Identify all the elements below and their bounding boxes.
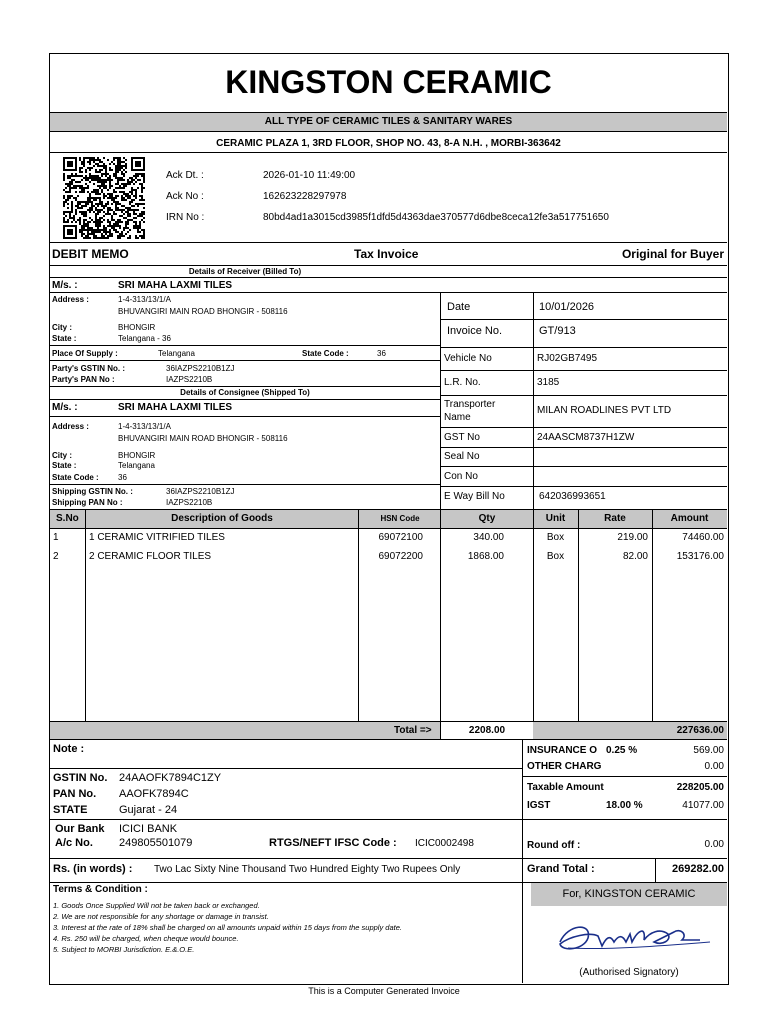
consignee-ms-label: M/s. : bbox=[52, 402, 78, 413]
cell-sno: 1 bbox=[53, 532, 59, 543]
th-rate: Rate bbox=[604, 513, 626, 524]
company-address: CERAMIC PLAZA 1, 3RD FLOOR, SHOP NO. 43, 8-A N.H. , MORBI-363642 bbox=[216, 138, 561, 149]
seal-label: Seal No bbox=[444, 451, 480, 462]
cell-unit: Box bbox=[546, 551, 565, 562]
seller-gstin-label: GSTIN No. bbox=[53, 772, 108, 784]
th-hsn: HSN Code bbox=[380, 514, 420, 523]
consignee-state: Telangana bbox=[118, 461, 155, 470]
receiver-city-label: City : bbox=[52, 323, 72, 332]
seller-pan: AAOFK7894C bbox=[119, 788, 189, 800]
total-label: Total => bbox=[394, 725, 432, 736]
cell-unit: Box bbox=[546, 532, 565, 543]
ack-no-label: Ack No : bbox=[166, 191, 204, 202]
insurance-value: 569.00 bbox=[693, 745, 724, 756]
ack-dt-value: 2026-01-10 11:49:00 bbox=[263, 170, 356, 181]
cell-hsn: 69072100 bbox=[378, 532, 423, 543]
cell-amount: 74460.00 bbox=[682, 532, 724, 543]
receiver-address2: BHUVANGIRI MAIN ROAD BHONGIR - 508116 bbox=[118, 307, 288, 316]
term-4: 4. Rs. 250 will be charged, when cheque would bounce. bbox=[53, 934, 239, 943]
consignee-address2: BHUVANGIRI MAIN ROAD BHONGIR - 508116 bbox=[118, 434, 288, 443]
seller-state-label: STATE bbox=[53, 804, 88, 816]
receiver-heading: Details of Receiver (Billed To) bbox=[188, 267, 302, 276]
company-tagline: ALL TYPE OF CERAMIC TILES & SANITARY WARES bbox=[264, 116, 513, 127]
th-amount: Amount bbox=[670, 513, 709, 524]
igst-pct: 18.00 % bbox=[606, 800, 643, 811]
receiver-state: Telangana - 36 bbox=[118, 334, 171, 343]
words-label: Rs. (in words) : bbox=[53, 863, 133, 875]
insurance-pct: 0.25 % bbox=[606, 745, 638, 756]
note-label: Note : bbox=[53, 743, 85, 755]
total-qty: 2208.00 bbox=[468, 725, 506, 736]
vehicle-label: Vehicle No bbox=[444, 353, 492, 364]
consignee-heading: Details of Consignee (Shipped To) bbox=[180, 388, 310, 397]
date-label: Date bbox=[447, 301, 471, 313]
receiver-gstin-label: Party's GSTIN No. : bbox=[52, 364, 126, 373]
pos-value: Telangana bbox=[158, 349, 195, 358]
receiver-address1: 1-4-313/13/1/A bbox=[118, 295, 171, 304]
lr-label: L.R. No. bbox=[444, 377, 481, 388]
doc-copy: Original for Buyer bbox=[621, 247, 724, 261]
cell-hsn: 69072200 bbox=[378, 551, 423, 562]
roundoff-value: 0.00 bbox=[704, 839, 724, 850]
company-name: KINGSTON CERAMIC bbox=[225, 64, 552, 100]
receiver-city: BHONGIR bbox=[118, 323, 156, 332]
irn-value: 80bd4ad1a3015cd3985f1dfd5d4363dae370577d6dbe8ceca12fe3a517751650 bbox=[263, 212, 609, 223]
transporter-label-2: Name bbox=[444, 412, 471, 423]
seller-state: Gujarat - 24 bbox=[119, 804, 178, 816]
doc-kind: Tax Invoice bbox=[354, 247, 419, 261]
cell-qty: 1868.00 bbox=[467, 551, 504, 562]
qr-code-icon bbox=[63, 157, 147, 239]
bank-label: Our Bank bbox=[55, 823, 105, 835]
consignee-state-code: 36 bbox=[118, 473, 127, 482]
ack-dt-label: Ack Dt. : bbox=[166, 170, 204, 181]
gst-label: GST No bbox=[444, 432, 480, 443]
cell-sno: 2 bbox=[53, 551, 59, 562]
seller-gstin: 24AAOFK7894C1ZY bbox=[119, 772, 222, 784]
taxable-value: 228205.00 bbox=[676, 782, 724, 793]
cell-desc: 1 CERAMIC VITRIFIED TILES bbox=[89, 532, 225, 543]
invoice-no-value: GT/913 bbox=[539, 325, 576, 337]
term-2: 2. We are not responsible for any shortage or damage in transist. bbox=[53, 912, 269, 921]
con-label: Con No bbox=[444, 471, 478, 482]
term-3: 3. Interest at the rate of 18% shall be charged on all amounts unpaid within 15 days from the supply date. bbox=[53, 923, 402, 932]
state-code-label: State Code : bbox=[302, 349, 349, 358]
taxable-label: Taxable Amount bbox=[527, 782, 604, 793]
term-1: 1. Goods Once Supplied Will not be taken back or exchanged. bbox=[53, 901, 260, 910]
ac-value: 249805501079 bbox=[119, 837, 193, 849]
insurance-label: INSURANCE O bbox=[527, 745, 598, 756]
shipping-pan: IAZPS2210B bbox=[166, 498, 213, 507]
th-sno: S.No bbox=[56, 513, 79, 524]
consignee-address-label: Address : bbox=[52, 422, 89, 431]
total-amount: 227636.00 bbox=[676, 725, 724, 736]
date-value: 10/01/2026 bbox=[539, 301, 595, 313]
eway-value: 642036993651 bbox=[539, 491, 606, 502]
receiver-pan-label: Party's PAN No : bbox=[52, 375, 115, 384]
consignee-state-label: State : bbox=[52, 461, 77, 470]
consignee-state-code-label: State Code : bbox=[52, 473, 99, 482]
transporter-label-1: Transporter bbox=[444, 399, 496, 410]
th-qty: Qty bbox=[478, 513, 496, 524]
other-label: OTHER CHARG bbox=[527, 761, 602, 772]
th-unit: Unit bbox=[545, 513, 566, 524]
receiver-ms-label: M/s. : bbox=[52, 280, 78, 291]
consignee-address1: 1-4-313/13/1/A bbox=[118, 422, 171, 431]
shipping-pan-label: Shipping PAN No : bbox=[52, 498, 123, 507]
consignee-name: SRI MAHA LAXMI TILES bbox=[118, 402, 233, 413]
cell-rate: 219.00 bbox=[617, 532, 648, 543]
words-value: Two Lac Sixty Nine Thousand Two Hundred Eighty Two Rupees Only bbox=[154, 864, 461, 875]
ifsc-label: RTGS/NEFT IFSC Code : bbox=[269, 837, 397, 849]
grand-total-label: Grand Total : bbox=[527, 863, 595, 875]
cell-rate: 82.00 bbox=[622, 551, 648, 562]
receiver-pan: IAZPS2210B bbox=[166, 375, 213, 384]
ack-no-value: 162623228297978 bbox=[263, 191, 347, 202]
ifsc-value: ICIC0002498 bbox=[415, 838, 474, 849]
footer-note: This is a Computer Generated Invoice bbox=[308, 986, 460, 996]
bank-name: ICICI BANK bbox=[119, 823, 178, 835]
grand-total-value: 269282.00 bbox=[672, 863, 724, 875]
lr-value: 3185 bbox=[537, 377, 560, 388]
receiver-name: SRI MAHA LAXMI TILES bbox=[118, 280, 233, 291]
ac-label: A/c No. bbox=[55, 837, 93, 849]
signature-image bbox=[550, 912, 720, 960]
signature-label: (Authorised Signatory) bbox=[579, 967, 679, 978]
igst-value: 41077.00 bbox=[682, 800, 724, 811]
consignee-city: BHONGIR bbox=[118, 451, 156, 460]
terms-heading: Terms & Condition : bbox=[53, 884, 148, 895]
vehicle-value: RJ02GB7495 bbox=[537, 353, 598, 364]
doc-type: DEBIT MEMO bbox=[52, 247, 129, 261]
eway-label: E Way Bill No bbox=[444, 491, 505, 502]
consignee-city-label: City : bbox=[52, 451, 72, 460]
cell-amount: 153176.00 bbox=[676, 551, 724, 562]
receiver-gstin: 36IAZPS2210B1ZJ bbox=[166, 364, 235, 373]
receiver-state-label: State : bbox=[52, 334, 77, 343]
seller-pan-label: PAN No. bbox=[53, 788, 97, 800]
shipping-gstin: 36IAZPS2210B1ZJ bbox=[166, 487, 235, 496]
igst-label: IGST bbox=[527, 800, 551, 811]
irn-label: IRN No : bbox=[166, 212, 205, 223]
term-5: 5. Subject to MORBI Jurisdiction. E.&.O.E. bbox=[53, 945, 195, 954]
cell-qty: 340.00 bbox=[473, 532, 504, 543]
gst-value: 24AASCM8737H1ZW bbox=[537, 432, 635, 443]
invoice-no-label: Invoice No. bbox=[447, 325, 503, 337]
other-value: 0.00 bbox=[704, 761, 724, 772]
state-code-value: 36 bbox=[377, 349, 386, 358]
th-desc: Description of Goods bbox=[171, 513, 273, 524]
signature-for: For, KINGSTON CERAMIC bbox=[562, 888, 696, 900]
pos-label: Place Of Supply : bbox=[52, 349, 118, 358]
cell-desc: 2 CERAMIC FLOOR TILES bbox=[89, 551, 212, 562]
transporter-value: MILAN ROADLINES PVT LTD bbox=[537, 405, 672, 416]
shipping-gstin-label: Shipping GSTIN No. : bbox=[52, 487, 133, 496]
roundoff-label: Round off : bbox=[527, 840, 581, 851]
receiver-address-label: Address : bbox=[52, 295, 89, 304]
